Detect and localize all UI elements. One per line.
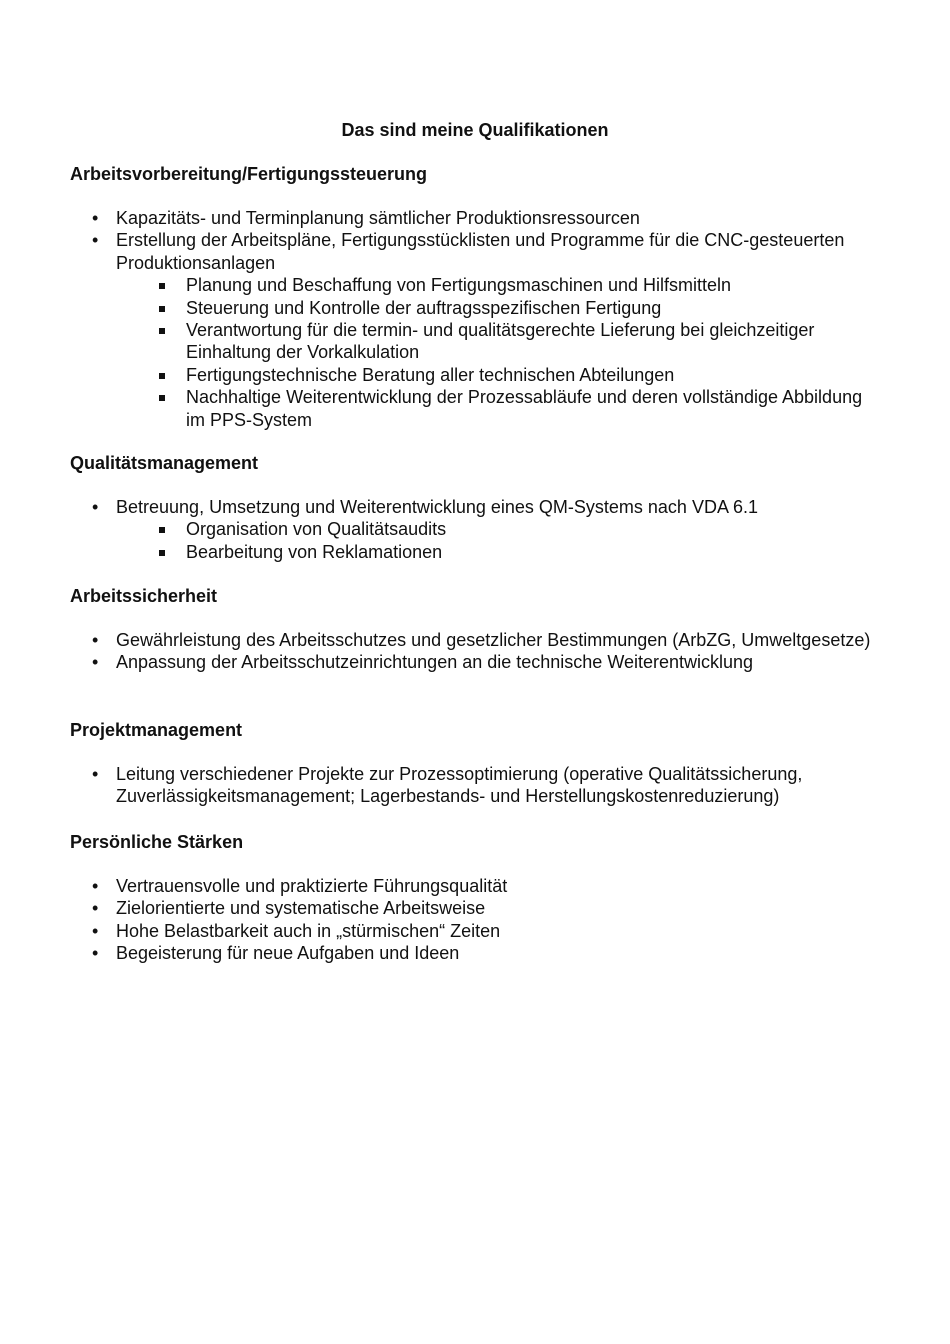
bullet-list: [0, 629, 950, 674]
sub-list-item: Steuerung und Kontrolle der auftragsspezifischen Fertigung: [186, 297, 876, 319]
list-item: • Hohe Belastbarkeit auch in „stürmischen“ Zeiten: [0, 920, 876, 942]
sub-list-item: Fertigungstechnische Beratung aller technischen Abteilungen: [186, 364, 876, 386]
section-heading: Persönliche Stärken: [70, 832, 244, 852]
list-item: • Betreuung, Umsetzung und Weiterentwicklung eines QM-Systems nach VDA 6.1 Organisation von Qualitätsaudits Bearbeitung von Reklamationen: [0, 496, 876, 563]
section-heading: Arbeitsvorbereitung/Fertigungssteuerung: [70, 164, 428, 184]
list-item: • Leitung verschiedener Projekte zur Prozessoptimierung (operative Qualitätssicherung, Zuverlässigkeitsmanagement; Lagerbestands- und Herstellungskostenreduzierung): [0, 763, 876, 808]
document-title: Das sind meine Qualifikationen: [341, 120, 609, 140]
sub-list-item: Planung und Beschaffung von Fertigungsmaschinen und Hilfsmitteln: [186, 274, 876, 296]
bullet-list: [0, 207, 950, 431]
sub-bullet-list: [116, 274, 876, 431]
list-item: • Anpassung der Arbeitsschutzeinrichtungen an die technische Weiterentwicklung: [0, 651, 876, 673]
list-item: • Vertrauensvolle und praktizierte Führungsqualität: [0, 875, 876, 897]
sub-list-item: Organisation von Qualitätsaudits: [186, 518, 876, 540]
list-item: • Kapazitäts- und Terminplanung sämtlicher Produktionsressourcen: [0, 207, 876, 229]
bullet-list: [0, 875, 950, 965]
section-heading: Qualitätsmanagement: [70, 453, 259, 473]
bullet-list: [0, 496, 950, 563]
sub-list-item: Verantwortung für die termin- und qualitätsgerechte Lieferung bei gleichzeitiger Einhaltung der Vorkalkulation: [186, 319, 876, 364]
section-heading: Arbeitssicherheit: [70, 586, 218, 606]
list-item: • Erstellung der Arbeitspläne, Fertigungsstücklisten und Programme für die CNC-gesteuerten Produktionsanlagen Planung und Beschaffung von Fertigungsmaschinen und Hilfsmitteln Steuerung und Kontrolle der auftragsspezifischen Fertigung Verantwortung für die termin- und qualitätsgerechte Lieferung bei gleichzeitiger Einhaltung der Vorkalkulation Fertigungstechnische Beratung aller technischen Abteilungen Nachhaltige Weiterentwicklung der Prozessabläufe und deren vollständige Abbildung im PPS-System: [0, 229, 876, 431]
list-item: • Zielorientierte und systematische Arbeitsweise: [0, 897, 876, 919]
list-item: • Begeisterung für neue Aufgaben und Ideen: [0, 942, 876, 964]
bullet-list: [0, 763, 950, 808]
list-item: • Gewährleistung des Arbeitsschutzes und gesetzlicher Bestimmungen (ArbZG, Umweltgesetze): [0, 629, 876, 651]
sub-list-item: Bearbeitung von Reklamationen: [186, 541, 876, 563]
sub-bullet-list: [116, 518, 876, 563]
section-heading: Projektmanagement: [70, 720, 243, 740]
sub-list-item: Nachhaltige Weiterentwicklung der Prozessabläufe und deren vollständige Abbildung im PPS-System: [186, 386, 876, 431]
